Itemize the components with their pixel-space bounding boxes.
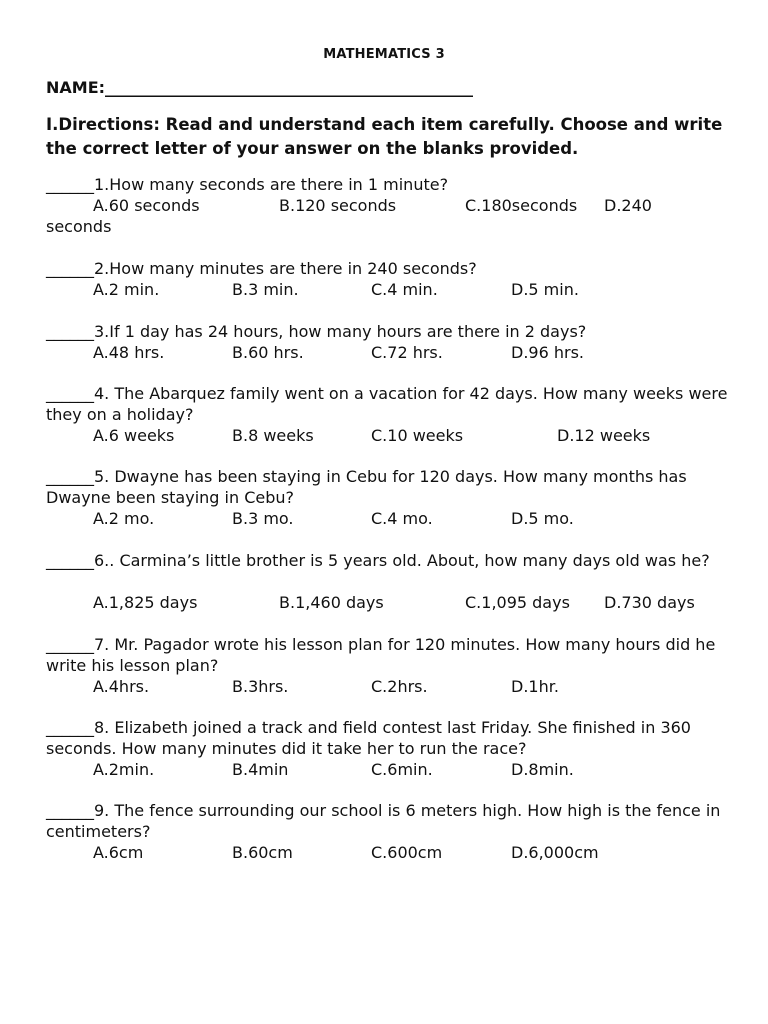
choice-b: B.8 weeks (232, 426, 314, 445)
question-7-choices (46, 676, 736, 697)
choice-c: C.2hrs. (371, 677, 428, 696)
question-6-choices (46, 592, 736, 613)
choice-d: D.5 min. (511, 280, 579, 299)
question-1 (46, 174, 731, 195)
page-title: MATHEMATICS 3 (323, 47, 445, 62)
question-2 (46, 258, 731, 279)
question-4 (46, 383, 731, 425)
question-text: ______9. The fence surrounding our school is 6 meters high. How high is the fence in centimeters? (46, 801, 721, 841)
choice-a: A.6 weeks (93, 426, 175, 445)
choice-c: C.4 min. (371, 280, 438, 299)
choice-a: A.48 hrs. (93, 343, 165, 362)
choice-b: B.3 mo. (232, 509, 294, 528)
choice-d: D.1hr. (511, 677, 559, 696)
choice-d: D.96 hrs. (511, 343, 584, 362)
question-2-choices (46, 279, 736, 300)
choice-d: D.6,000cm (511, 843, 599, 862)
choice-a: A.60 seconds (93, 196, 200, 215)
question-5 (46, 466, 731, 508)
question-9-choices (46, 842, 736, 863)
question-8 (46, 717, 731, 759)
question-7 (46, 634, 731, 676)
choice-b: B.3hrs. (232, 677, 289, 696)
directions-text: I.Directions: Read and understand each item carefully. Choose and write the correct letter of your answer on the blanks provided. (46, 115, 723, 158)
choice-c: C.4 mo. (371, 509, 433, 528)
choice-d: D.730 days (604, 593, 695, 612)
choice-a: A.2 mo. (93, 509, 155, 528)
choice-c: C.6min. (371, 760, 433, 779)
question-1-choices (46, 195, 736, 216)
question-5-choices (46, 508, 736, 529)
choice-b: B.120 seconds (279, 196, 397, 215)
choice-d: D.5 mo. (511, 509, 574, 528)
question-6 (46, 550, 731, 571)
question-3-choices (46, 342, 736, 363)
choice-b: B.4min (232, 760, 289, 779)
question-text: ______1.How many seconds are there in 1 minute? (46, 175, 449, 194)
question-text: ______7. Mr. Pagador wrote his lesson plan for 120 minutes. How many hours did he write his lesson plan? (46, 635, 716, 675)
choice-c: C.10 weeks (371, 426, 464, 445)
choice-a: A.6cm (93, 843, 144, 862)
choice-a: A.1,825 days (93, 593, 198, 612)
choice-a: A.2min. (93, 760, 155, 779)
choice-c: C.180seconds (465, 196, 578, 215)
choice-d-continuation: seconds (46, 217, 112, 236)
question-text: ______8. Elizabeth joined a track and field contest last Friday. She finished in 360 seconds. How many minutes did it take her to run the race? (46, 718, 691, 758)
choice-b: B.3 min. (232, 280, 299, 299)
choice-a: A.2 min. (93, 280, 160, 299)
question-text: ______3.If 1 day has 24 hours, how many hours are there in 2 days? (46, 322, 587, 341)
question-text: ______5. Dwayne has been staying in Cebu for 120 days. How many months has Dwayne been staying in Cebu? (46, 467, 687, 507)
question-text: ______2.How many minutes are there in 240 seconds? (46, 259, 477, 278)
choice-d: D.240 (604, 196, 652, 215)
question-3 (46, 321, 731, 342)
choice-c: C.600cm (371, 843, 443, 862)
question-8-choices (46, 759, 736, 780)
question-4-choices (46, 425, 736, 446)
question-text: ______4. The Abarquez family went on a vacation for 42 days. How many weeks were they on a holiday? (46, 384, 728, 424)
choice-c: C.1,095 days (465, 593, 570, 612)
choice-a: A.4hrs. (93, 677, 150, 696)
question-9 (46, 800, 731, 842)
choice-c: C.72 hrs. (371, 343, 443, 362)
choice-d: D.12 weeks (557, 426, 651, 445)
question-text: ______6.. Carmina’s little brother is 5 years old. About, how many days old was he? (46, 551, 710, 570)
name-field: NAME:______________________________________________ (46, 78, 474, 97)
choice-b: B.1,460 days (279, 593, 384, 612)
choice-b: B.60cm (232, 843, 293, 862)
choice-d: D.8min. (511, 760, 574, 779)
choice-b: B.60 hrs. (232, 343, 304, 362)
